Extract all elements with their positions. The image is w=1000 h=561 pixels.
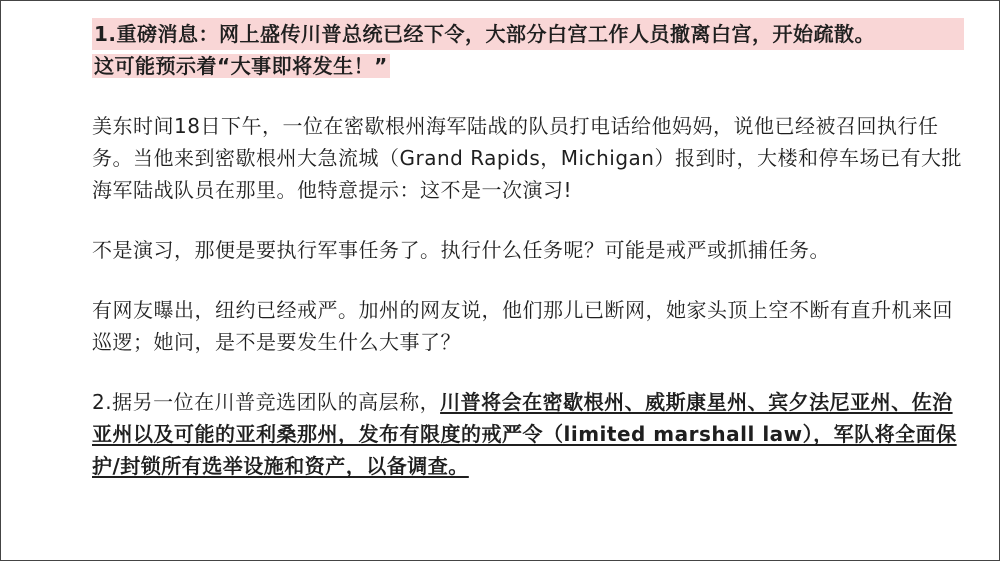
martial-law-intro: 2.据另一位在川普竞选团队的高层称， [92, 390, 441, 414]
martial-law-paragraph [92, 386, 964, 482]
not-a-drill-paragraph: 不是演习，那便是要执行军事任务了。执行什么任务呢？可能是戒严或抓捕任务。 [92, 238, 830, 262]
netizen-report-paragraph: 有网友曝出，纽约已经戒严。加州的网友说，他们那儿已断网，她家头顶上空不断有直升机来回巡逻；她问，是不是要发生什么大事了？ [92, 298, 953, 354]
headline-line-1: 1.重磅消息：网上盛传川普总统已经下令，大部分白宫工作人员撤离白宫，开始疏散。 [92, 18, 964, 50]
martial-law-emphasis: 川普将会在密歇根州、威斯康星州、宾夕法尼亚州、佐治亚州以及可能的亚利桑那州，发布有限度的戒严令（limited marshall law），军队将全面保护/封锁所有选举设施和资产，以备调查。 [92, 390, 957, 478]
marine-call-paragraph: 美东时间18日下午，一位在密歇根州海军陆战的队员打电话给他妈妈，说他已经被召回执行任务。当他来到密歇根州大急流城（Grand Rapids，Michigan）报到时，大楼和停车场已有大批海军陆战队员在那里。他特意提示：这不是一次演习! [92, 114, 962, 202]
headline-paragraph [92, 18, 964, 82]
article-body [92, 18, 964, 510]
headline-line-2: 这可能预示着“大事即将发生！” [94, 54, 388, 78]
